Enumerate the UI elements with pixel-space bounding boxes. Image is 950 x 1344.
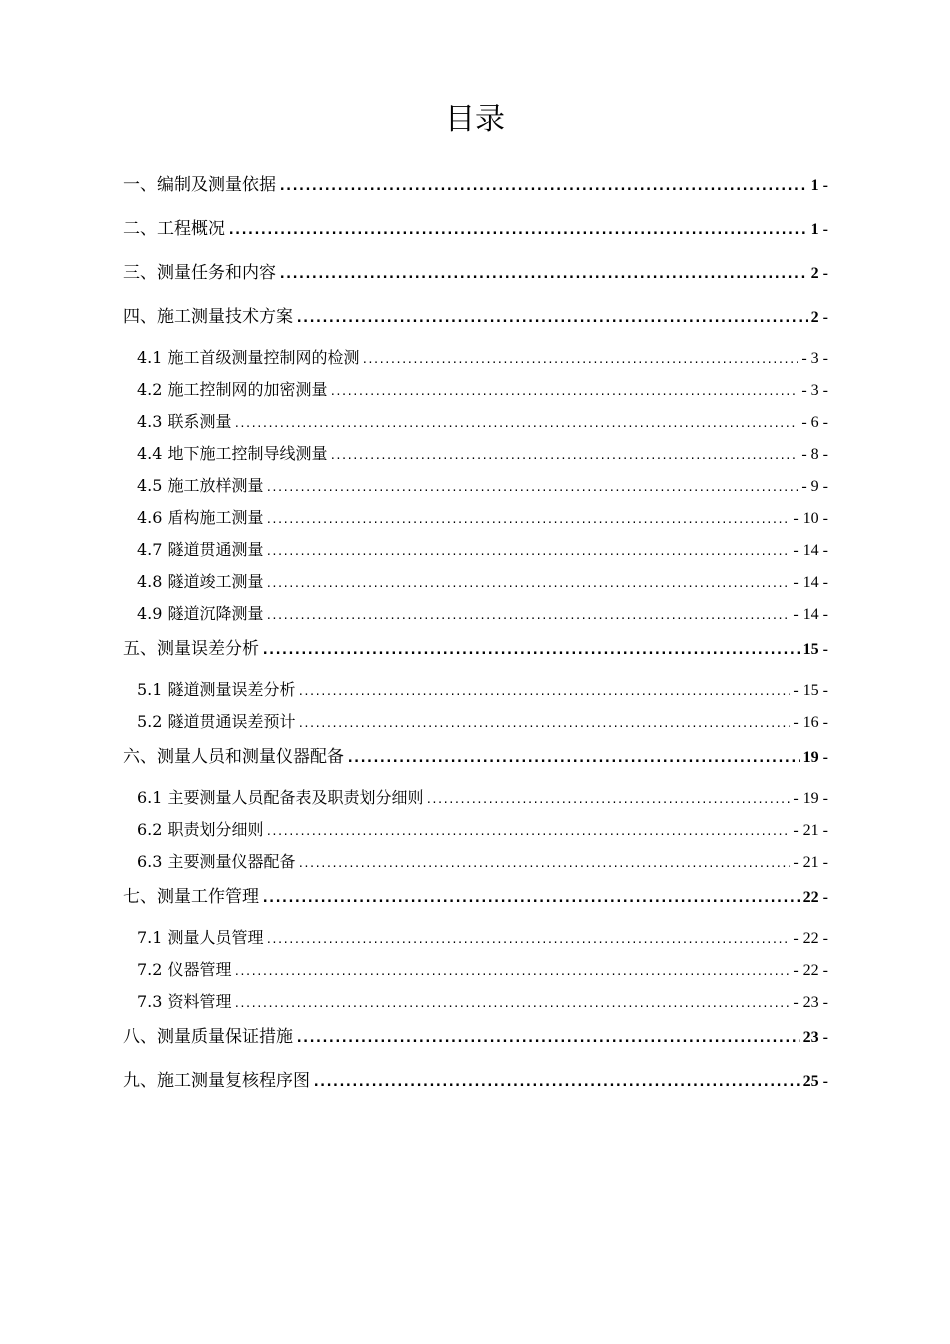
leader-dots xyxy=(278,173,808,199)
toc-page-number: 22 - xyxy=(802,889,828,906)
toc-entry[interactable] xyxy=(123,744,828,770)
toc-subentry[interactable] xyxy=(137,441,828,467)
toc-page-number: - 22 - xyxy=(793,962,828,979)
leader-dots xyxy=(266,571,791,597)
toc-page-number: - 6 - xyxy=(801,414,828,431)
toc-page-number: - 21 - xyxy=(793,854,828,871)
toc-subentry[interactable] xyxy=(137,537,828,563)
toc-page-number: - 14 - xyxy=(793,542,828,559)
toc-page-number: - 3 - xyxy=(801,350,828,367)
toc-subentry[interactable] xyxy=(137,505,828,531)
leader-dots xyxy=(362,347,799,373)
toc-page-number: 2 - xyxy=(810,265,828,282)
toc-page-number: - 22 - xyxy=(793,930,828,947)
toc-entry-label: 八、测量质量保证措施 xyxy=(123,1027,293,1047)
toc-entry-label: 6.1 主要测量人员配备表及职责划分细则 xyxy=(137,788,424,807)
toc-subentry[interactable] xyxy=(137,709,828,735)
toc-page-number: - 3 - xyxy=(801,382,828,399)
toc-entry[interactable] xyxy=(123,260,828,286)
toc-entry-label: 四、施工测量技术方案 xyxy=(123,307,293,327)
leader-dots xyxy=(298,711,791,737)
toc-entry-label: 6.3 主要测量仪器配备 xyxy=(137,852,296,871)
toc-subentry[interactable] xyxy=(137,409,828,435)
toc-page-number: - 19 - xyxy=(793,790,828,807)
toc-entry-label: 4.9 隧道沉降测量 xyxy=(137,604,264,623)
toc-page-number: 15 - xyxy=(802,641,828,658)
toc-page-number: 2 - xyxy=(810,309,828,326)
toc-page-number: - 21 - xyxy=(793,822,828,839)
toc-entry-label: 7.1 测量人员管理 xyxy=(137,928,264,947)
toc-subentry[interactable] xyxy=(137,957,828,983)
toc-subentry[interactable] xyxy=(137,601,828,627)
toc-page-number: - 8 - xyxy=(801,446,828,463)
toc-page-number: - 10 - xyxy=(793,510,828,527)
toc-entry-label: 5.2 隧道贯通误差预计 xyxy=(137,712,296,731)
toc-page-number: 1 - xyxy=(810,221,828,238)
toc-entry-label: 4.1 施工首级测量控制网的检测 xyxy=(137,348,360,367)
toc-entry-label: 七、测量工作管理 xyxy=(123,887,259,907)
toc-subentry[interactable] xyxy=(137,569,828,595)
leader-dots xyxy=(266,539,791,565)
toc-subentry[interactable] xyxy=(137,989,828,1015)
toc-entry-label: 九、施工测量复核程序图 xyxy=(123,1071,310,1091)
toc-entry-label: 二、工程概况 xyxy=(123,219,225,239)
toc-entry[interactable] xyxy=(123,1068,828,1094)
toc-subentry[interactable] xyxy=(137,377,828,403)
leader-dots xyxy=(261,885,800,911)
toc-entry[interactable] xyxy=(123,636,828,662)
toc-page-number: - 16 - xyxy=(793,714,828,731)
leader-dots xyxy=(295,305,808,331)
toc-entry[interactable] xyxy=(123,884,828,910)
toc-entry-label: 7.2 仪器管理 xyxy=(137,960,232,979)
toc-entry-label: 4.5 施工放样测量 xyxy=(137,476,264,495)
toc-entry-label: 一、编制及测量依据 xyxy=(123,175,276,195)
toc-entry-label: 5.1 隧道测量误差分析 xyxy=(137,680,296,699)
toc-entry-label: 4.6 盾构施工测量 xyxy=(137,508,264,527)
toc-entry[interactable] xyxy=(123,304,828,330)
toc-page-number: 25 - xyxy=(802,1073,828,1090)
toc-page-number: - 14 - xyxy=(793,574,828,591)
toc-subentry[interactable] xyxy=(137,345,828,371)
toc-entry-label: 五、测量误差分析 xyxy=(123,639,259,659)
toc-entry-label: 4.7 隧道贯通测量 xyxy=(137,540,264,559)
toc-page-number: 23 - xyxy=(802,1029,828,1046)
toc-subentry[interactable] xyxy=(137,817,828,843)
toc-subentry[interactable] xyxy=(137,785,828,811)
leader-dots xyxy=(266,603,791,629)
leader-dots xyxy=(312,1069,800,1095)
leader-dots xyxy=(234,959,791,985)
toc-entry-label: 三、测量任务和内容 xyxy=(123,263,276,283)
leader-dots xyxy=(278,261,808,287)
leader-dots xyxy=(266,927,791,953)
leader-dots xyxy=(346,745,800,771)
leader-dots xyxy=(295,1025,800,1051)
toc-subentry[interactable] xyxy=(137,677,828,703)
leader-dots xyxy=(227,217,808,243)
toc-subentry[interactable] xyxy=(137,473,828,499)
toc-entry[interactable] xyxy=(123,1024,828,1050)
leader-dots xyxy=(298,851,791,877)
toc-entry-label: 六、测量人员和测量仪器配备 xyxy=(123,747,344,767)
leader-dots xyxy=(266,507,791,533)
leader-dots xyxy=(266,475,799,501)
leader-dots xyxy=(330,379,799,405)
leader-dots xyxy=(266,819,791,845)
toc-entry-label: 4.3 联系测量 xyxy=(137,412,232,431)
toc-page-number: - 15 - xyxy=(793,682,828,699)
toc-subentry[interactable] xyxy=(137,925,828,951)
leader-dots xyxy=(330,443,799,469)
toc-page-number: - 14 - xyxy=(793,606,828,623)
toc-title: 目录 xyxy=(445,102,505,137)
toc-page-number: - 23 - xyxy=(793,994,828,1011)
toc-subentry[interactable] xyxy=(137,849,828,875)
leader-dots xyxy=(426,787,791,813)
toc-entry-label: 6.2 职责划分细则 xyxy=(137,820,264,839)
leader-dots xyxy=(261,637,800,663)
toc-page-number: 19 - xyxy=(802,749,828,766)
toc-page-number: - 9 - xyxy=(801,478,828,495)
leader-dots xyxy=(234,991,791,1017)
toc-entry-label: 4.2 施工控制网的加密测量 xyxy=(137,380,328,399)
toc-entry[interactable] xyxy=(123,216,828,242)
leader-dots xyxy=(298,679,791,705)
toc-entry-label: 4.8 隧道竣工测量 xyxy=(137,572,264,591)
toc-entry-label: 7.3 资料管理 xyxy=(137,992,232,1011)
toc-entry-label: 4.4 地下施工控制导线测量 xyxy=(137,444,328,463)
toc-page-number: 1 - xyxy=(810,177,828,194)
leader-dots xyxy=(234,411,799,437)
toc-entry[interactable] xyxy=(123,172,828,198)
